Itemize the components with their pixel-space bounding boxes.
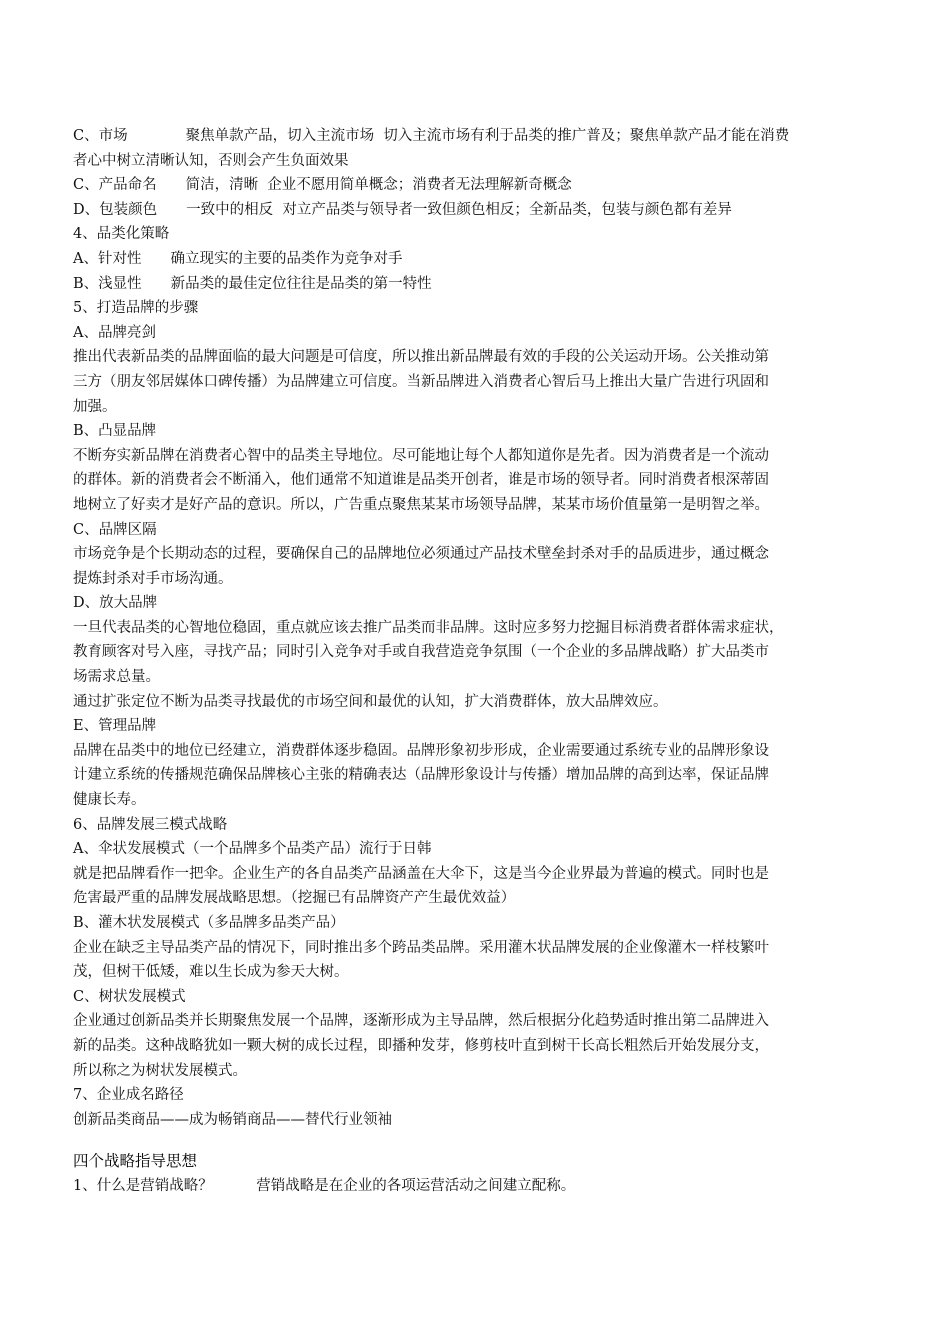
body-line: 者心中树立清晰认知，否则会产生负面效果 [73, 152, 349, 169]
body-line: 4、品类化策略 [73, 226, 170, 243]
body-line: 5、打造品牌的步骤 [73, 300, 199, 317]
body-line: 创新品类商品——成为畅销商品——替代行业领袖 [73, 1111, 392, 1128]
document-page [73, 124, 893, 1199]
body-line: 的群体。新的消费者会不断涌入，他们通常不知道谁是品类开创者，谁是市场的领导者。同时消费者根深蒂固 [73, 472, 769, 489]
body-line: A、品牌亮剑 [73, 324, 156, 341]
body-line: B、凸显品牌 [73, 423, 157, 440]
body-line: D、包装颜色 一致中的相反 对立产品类与领导者一致但颜色相反；全新品类，包装与颜色都有差异 [73, 201, 732, 218]
body-line: A、针对性 确立现实的主要的品类作为竞争对手 [73, 250, 403, 267]
body-line: B、浅显性 新品类的最佳定位往往是品类的第一特性 [73, 275, 432, 292]
body-line: 健康长寿。 [73, 792, 146, 809]
body-line: 企业在缺乏主导品类产品的情况下，同时推出多个跨品类品牌。采用灌木状品牌发展的企业像灌木一样枝繁叶 [73, 939, 769, 956]
body-line: 7、企业成名路径 [73, 1087, 184, 1104]
body-line: 场需求总量。 [73, 669, 160, 686]
body-line: 计建立系统的传播规范确保品牌核心主张的精确表达（品牌形象设计与传播）增加品牌的高到达率，保证品牌 [73, 767, 769, 784]
body-line: 茂，但树干低矮，难以生长成为参天大树。 [73, 964, 349, 981]
body-line: 就是把品牌看作一把伞。企业生产的各自品类产品涵盖在大伞下，这是当今企业界最为普遍的模式。同时也是 [73, 865, 769, 882]
body-line: E、管理品牌 [73, 718, 157, 735]
body-line: 通过扩张定位不断为品类寻找最优的市场空间和最优的认知，扩大消费群体，放大品牌效应。 [73, 693, 668, 710]
body-line: 地树立了好卖才是好产品的意识。所以，广告重点聚焦某某市场领导品牌，某某市场价值量第一是明智之举。 [73, 496, 769, 513]
body-line: 三方（朋友邻居媒体口碑传播）为品牌建立可信度。当新品牌进入消费者心智后马上推出大量广告进行巩固和 [73, 373, 769, 390]
body-line: 市场竞争是个长期动态的过程，要确保自己的品牌地位必须通过产品技术壁垒封杀对手的品质进步，通过概念 [73, 546, 769, 563]
body-line: 危害最严重的品牌发展战略思想。（挖掘已有品牌资产产生最优效益） [73, 890, 516, 907]
body-text [73, 124, 893, 1132]
body-line: 6、品牌发展三模式战略 [73, 816, 228, 833]
body-line: 提炼封杀对手市场沟通。 [73, 570, 233, 587]
body-line: 加强。 [73, 398, 117, 415]
body-line: 推出代表新品类的品牌面临的最大问题是可信度，所以推出新品牌最有效的手段的公关运动开场。公关推动第 [73, 349, 769, 366]
body-line: 企业通过创新品类并长期聚焦发展一个品牌，逐渐形成为主导品牌，然后根据分化趋势适时推出第二品牌进入 [73, 1013, 769, 1030]
body-line: 不断夯实新品牌在消费者心智中的品类主导地位。尽可能地让每个人都知道你是先者。因为消费者是一个流动 [73, 447, 769, 464]
body-line: 教育顾客对号入座，寻找产品；同时引入竞争对手或自我营造竞争氛围（一个企业的多品牌战略）扩大品类市 [73, 644, 769, 661]
body-line: B、灌木状发展模式（多品牌多品类产品） [73, 915, 345, 931]
section-heading: 四个战略指导思想 [73, 1152, 198, 1171]
body-line: C、产品命名 简洁，清晰 企业不愿用简单概念；消费者无法理解新奇概念 [73, 177, 572, 194]
body-line: 品牌在品类中的地位已经建立，消费群体逐步稳固。品牌形象初步形成，企业需要通过系统专业的品牌形象设 [73, 742, 769, 759]
body-line: 1、什么是营销战略？ 营销战略是在企业的各项运营活动之间建立配称。 [73, 1178, 576, 1195]
body-line: 新的品类。这种战略犹如一颗大树的成长过程，即播种发芽，修剪枝叶直到树干长高长粗然后开始发展分支， [73, 1037, 769, 1054]
body-line: 一旦代表品类的心智地位稳固，重点就应该去推广品类而非品牌。这时应多努力挖掘目标消费者群体需求症状， [73, 619, 784, 636]
body-line: C、市场 聚焦单款产品，切入主流市场 切入主流市场有利于品类的推广普及；聚焦单款产品才能在消费 [73, 128, 790, 144]
body-line: A、伞状发展模式（一个品牌多个品类产品）流行于日韩 [73, 841, 432, 858]
body-line: 所以称之为树状发展模式。 [73, 1062, 247, 1079]
body-line: C、品牌区隔 [73, 521, 157, 538]
body-line: D、放大品牌 [73, 595, 158, 612]
body-line: C、树状发展模式 [73, 988, 186, 1005]
